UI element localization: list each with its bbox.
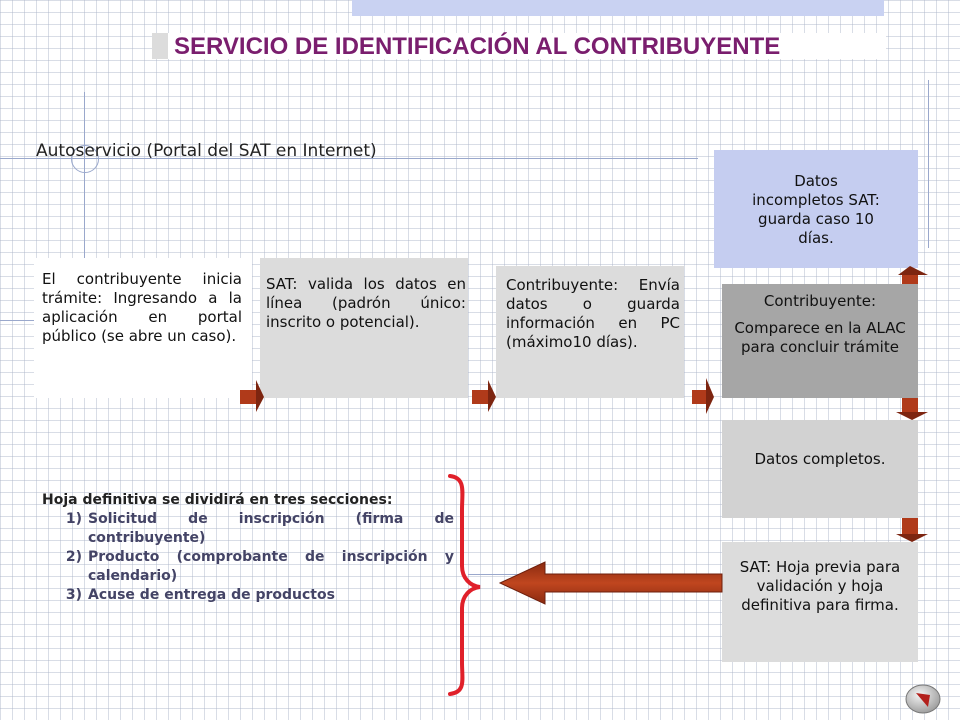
step-complete-box: Datos completos.	[722, 420, 918, 518]
right-arrow-icon	[472, 380, 496, 412]
down-arrow-icon	[896, 518, 928, 542]
step-final-box: SAT: Hoja previa para validación y hoja definitiva para firma.	[722, 542, 918, 662]
list-item-text: Producto (comprobante de inscripción y calendario)	[88, 549, 454, 584]
page-title: SERVICIO DE IDENTIFICACIÓN AL CONTRIBUYENTE	[174, 33, 781, 60]
curly-bracket-icon	[450, 476, 480, 694]
step-appear-text: Comparece en la ALAC para concluir trámite	[734, 319, 906, 356]
list-item-text: Acuse de entrega de productos	[88, 587, 335, 603]
list-item-text: Solicitud de inscripción (firma de contribuyente)	[88, 511, 454, 546]
step-validate-box: SAT: valida los datos en línea (padrón único: inscrito o potencial).	[260, 258, 468, 398]
list-item-number: 1)	[65, 511, 82, 527]
big-left-arrow-icon	[500, 562, 722, 604]
notes-heading: Hoja definitiva se dividirá en tres secciones:	[42, 492, 393, 508]
next-slide-icon	[904, 683, 942, 715]
right-arrow-icon	[692, 378, 714, 414]
step-incomplete-box: Datos incompletos SAT: guarda caso 10 días.	[714, 150, 918, 268]
next-slide-button[interactable]	[904, 683, 942, 715]
subtitle: Autoservicio (Portal del SAT en Internet)	[36, 141, 377, 161]
list-item-number: 2)	[65, 549, 82, 565]
step-appear-label: Contribuyente:	[763, 292, 877, 310]
up-arrow-icon	[898, 266, 928, 284]
right-arrow-icon	[240, 380, 264, 412]
down-arrow-icon	[896, 398, 928, 420]
step-send-box: Contribuyente: Envía datos o guarda información en PC (máximo10 días).	[496, 266, 684, 398]
step-start-box: El contribuyente inicia trámite: Ingresando a la aplicación en portal público (se abre un caso).	[34, 258, 252, 398]
list-item-number: 3)	[65, 587, 82, 603]
